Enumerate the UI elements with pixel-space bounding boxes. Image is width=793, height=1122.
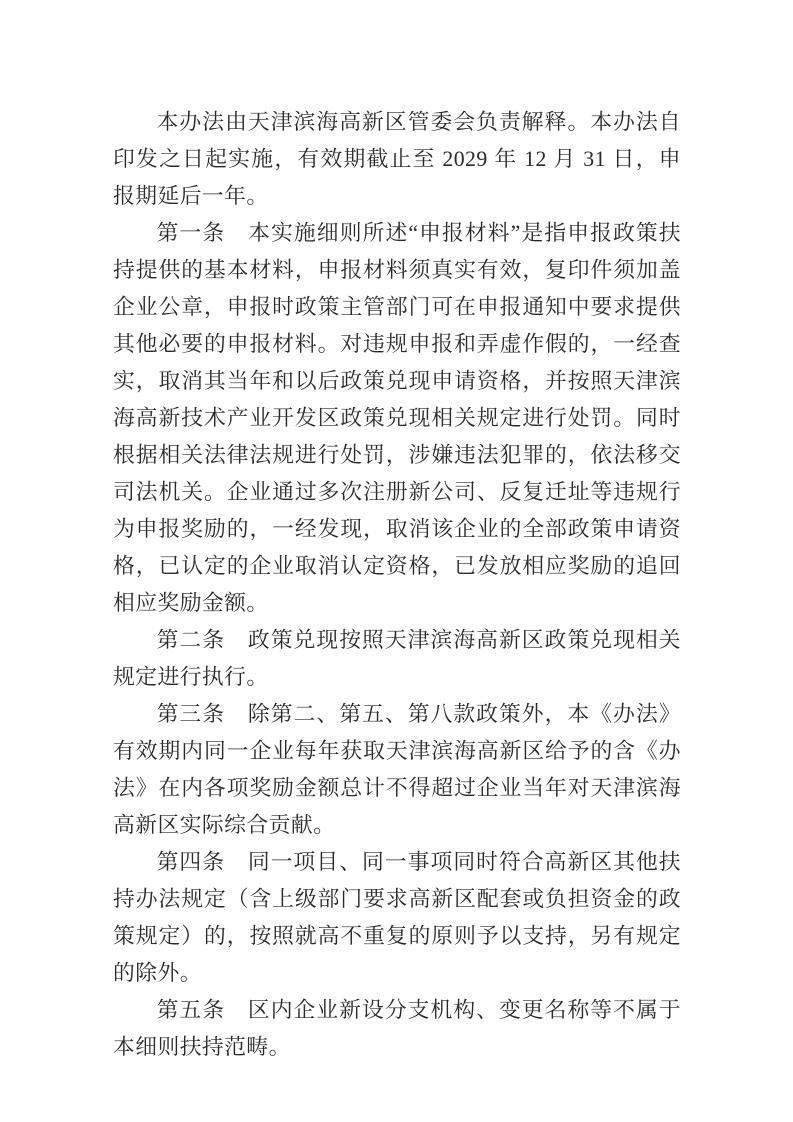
paragraph-effective-date: 本办法由天津滨海高新区管委会负责解释。本办法自印发之日起实施，有效期截止至 2029 年 12 月 31 日，申报期延后一年。 — [113, 110, 681, 208]
paragraph-article-5: 第五条 区内企业新设分支机构、变更名称等不属于本细则扶持范畴。 — [113, 998, 681, 1059]
paragraph-article-4: 第四条 同一项目、同一事项同时符合高新区其他扶持办法规定（含上级部门要求高新区配套或负担资金的政策规定）的，按照就高不重复的原则予以支持，另有规定的除外。 — [113, 850, 681, 985]
paragraph-article-2: 第二条 政策兑现按照天津滨海高新区政策兑现相关规定进行执行。 — [113, 628, 681, 689]
paragraph-article-3: 第三条 除第二、第五、第八款政策外，本《办法》有效期内同一企业每年获取天津滨海高新区给予的含《办法》在内各项奖励金额总计不得超过企业当年对天津滨海高新区实际综合贡献。 — [113, 702, 681, 837]
paragraph-article-1: 第一条 本实施细则所述“申报材料”是指申报政策扶持提供的基本材料，申报材料须真实有效，复印件须加盖企业公章，申报时政策主管部门可在申报通知中要求提供其他必要的申报材料。对违规申报和弄虚作假的，一经查实，取消其当年和以后政策兑现申请资格，并按照天津滨海高新技术产业开发区政策兑现相关规定进行处罚。同时根据相关法律法规进行处罚，涉嫌违法犯罪的，依法移交司法机关。企业通过多次注册新公司、反复迁址等违规行为申报奖励的，一经发现，取消该企业的全部政策申请资格，已认定的企业取消认定资格，已发放相应奖励的追回相应奖励金额。 — [113, 221, 681, 615]
document-body — [113, 104, 681, 1066]
